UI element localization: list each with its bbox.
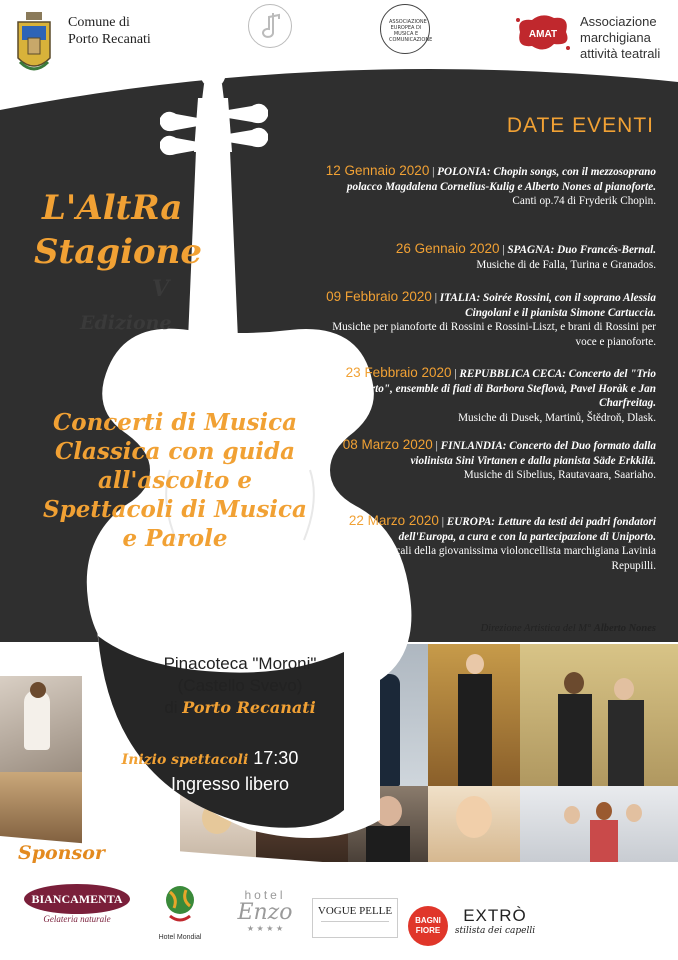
title-line-1: L'AltRa xyxy=(42,188,183,228)
hotel-enzo-stars: ★ ★ ★ ★ xyxy=(246,924,284,933)
hotel-enzo-name: Enzo xyxy=(237,900,293,925)
amat-logo-splash xyxy=(514,12,572,52)
title-line-2: Stagione xyxy=(34,232,203,272)
amat-mark-text: AMAT xyxy=(528,29,558,40)
sponsor-title: Sponsor xyxy=(18,842,105,864)
biancamenta-logo: BIANCAMENTA xyxy=(24,884,130,914)
bagni-fiore-line-1: BAGNI xyxy=(415,916,441,925)
globe-icon xyxy=(152,880,208,930)
event-item: 26 Gennaio 2020 | SPAGNA: Duo Francés-Bernal. Musiche di de Falla, Turina e Granados. xyxy=(395,241,656,271)
associazione-europea-logo xyxy=(380,4,433,54)
event-highlight: REPUBBLICA CECA: Concerto del "Trio Aperto", ensemble di fiati di Barbora Steflovà, Pavel Horàk e Jan Charfreitag. xyxy=(352,368,656,409)
event-date: 22 Marzo 2020 xyxy=(348,513,439,528)
event-date: 26 Gennaio 2020 xyxy=(395,241,500,256)
event-detail: Musiche di Dusek, Martinů, Štědroň, Dlask. xyxy=(458,411,656,424)
event-detail: Musiche di de Falla, Turina e Granados. xyxy=(476,258,656,271)
sponsor-hotel-enzo xyxy=(226,888,304,938)
event-detail: Musiche per pianoforte di Rossini e Rossini-Liszt, e brani di Rossini per voce e pianoforte. xyxy=(332,321,656,348)
events-title: DATE EVENTI xyxy=(506,114,654,137)
event-item: 12 Gennaio 2020 | POLONIA: Chopin songs, con il mezzosoprano polacco Magdalena Cornelius-Kulig e Alberto Nones al pianoforte. Canti op.74 di Fryderik Chopin. xyxy=(325,163,656,207)
event-highlight: EUROPA: Letture da testi dei padri fondatori dell'Europa, a cura e con la partecipazione di Uniporto. xyxy=(398,516,656,543)
event-item: 09 Febbraio 2020 | ITALIA: Soirée Rossini, con il soprano Alessia Cingolani e il pianista Simone Cartuccia. Musiche per pianoforte di Rossini e Rossini-Liszt, e brani di Rossini per voce e pianoforte. xyxy=(326,289,656,348)
event-highlight: POLONIA: Chopin songs, con il mezzosoprano polacco Magdalena Cornelius-Kulig e Alberto Nones al pianoforte. xyxy=(346,166,656,193)
comune-line-1: Comune di xyxy=(68,15,130,30)
venue-town: Porto Recanati xyxy=(182,698,316,717)
event-date: 23 Febbraio 2020 xyxy=(345,365,452,380)
edition-word: Edizione xyxy=(80,312,172,334)
event-highlight: ITALIA: Soirée Rossini, con il soprano Alessia Cingolani e il pianista Simone Cartuccia. xyxy=(439,292,656,319)
hotel-enzo-top: hotel xyxy=(244,888,286,902)
hotel-mondial-label: Hotel Mondial xyxy=(158,934,202,941)
biancamenta-sub: Gelateria naturale xyxy=(43,914,111,924)
amat-line-3: attività teatrali xyxy=(580,46,661,61)
entry-info: Ingresso libero xyxy=(170,774,290,794)
venue-line-2: (Castello Svevo) xyxy=(177,676,303,695)
event-highlight: FINLANDIA: Concerto del Duo formato dalla violinista Sini Virtanen e dalla pianista Säde Erkkilä. xyxy=(410,440,656,467)
artistic-direction xyxy=(300,623,656,634)
event-detail: Musiche di Sibelius, Rautavaara, Saariaho. xyxy=(463,469,656,481)
event-date: 08 Marzo 2020 xyxy=(342,437,433,452)
start-time-value: 17:30 xyxy=(253,748,299,768)
start-time-label: Inizio spettacoli xyxy=(121,752,249,768)
extro-name: EXTRÒ xyxy=(463,906,527,925)
artistic-director-name: Alberto Nones xyxy=(593,623,656,634)
event-detail: Interventi musicali della giovanissima violoncellista marchigiana Lavinia Repupilli. xyxy=(327,545,656,572)
sponsor-biancamenta xyxy=(24,884,136,924)
venue-line-3-prefix: di xyxy=(164,698,178,717)
sponsor-vogue-pelle xyxy=(312,898,398,938)
associazione-logo-text: ASSOCIAZIONE EUROPEA DI MUSICA E COMUNICAZIONE xyxy=(389,19,433,43)
sponsor-hotel-mondial xyxy=(152,880,208,944)
sponsor-extro xyxy=(452,906,538,946)
start-time xyxy=(110,748,310,769)
event-date: 09 Febbraio 2020 xyxy=(326,289,432,304)
vogue-pelle-name: VOGUE PELLE xyxy=(317,905,393,917)
event-detail: Canti op.74 di Fryderik Chopin. xyxy=(512,195,656,207)
edition-number: V xyxy=(152,276,170,302)
event-date: 12 Gennaio 2020 xyxy=(325,163,430,178)
subtitle: Concerti di Musica Classica con guida all'ascolto e Spettacoli di Musica e Parole xyxy=(43,409,307,552)
music-note-icon xyxy=(249,5,291,47)
venue-line-3 xyxy=(130,698,350,718)
event-item: 22 Marzo 2020 | EUROPA: Letture da testi dei padri fondatori dell'Europa, a cura e con la partecipazione di Uniporto. Interventi musicali della giovanissima violoncellista marchigiana Lavinia Repupilli. xyxy=(327,513,656,572)
event-item: 23 Febbraio 2020 | REPUBBLICA CECA: Concerto del "Trio Aperto", ensemble di fiati di Barbora Steflovà, Pavel Horàk e Jan Charfreitag. Musiche di Dusek, Martinů, Štědroň, Dlask. xyxy=(345,365,656,424)
event-highlight: SPAGNA: Duo Francés-Bernal. xyxy=(507,244,656,256)
bagni-fiore-line-2: FIORE xyxy=(415,926,441,935)
comune-line-2: Porto Recanati xyxy=(68,32,151,47)
extro-sub: stilista dei capelli xyxy=(454,926,536,936)
partner-logo-faded xyxy=(248,4,292,48)
artistic-direction-prefix: Direzione Artistica del M° xyxy=(480,623,592,634)
sponsor-bagni-fiore xyxy=(408,906,448,946)
amat-line-2: marchigiana xyxy=(580,30,651,45)
amat-line-1: Associazione xyxy=(580,14,657,29)
comune-label xyxy=(68,14,151,48)
event-item: 08 Marzo 2020 | FINLANDIA: Concerto del Duo formato dalla violinista Sini Virtanen e dalla pianista Säde Erkkilä. Musiche di Sibelius, Rautavaara, Saariaho. xyxy=(342,437,656,481)
venue-line-1: Pinacoteca "Moroni" xyxy=(163,654,317,673)
